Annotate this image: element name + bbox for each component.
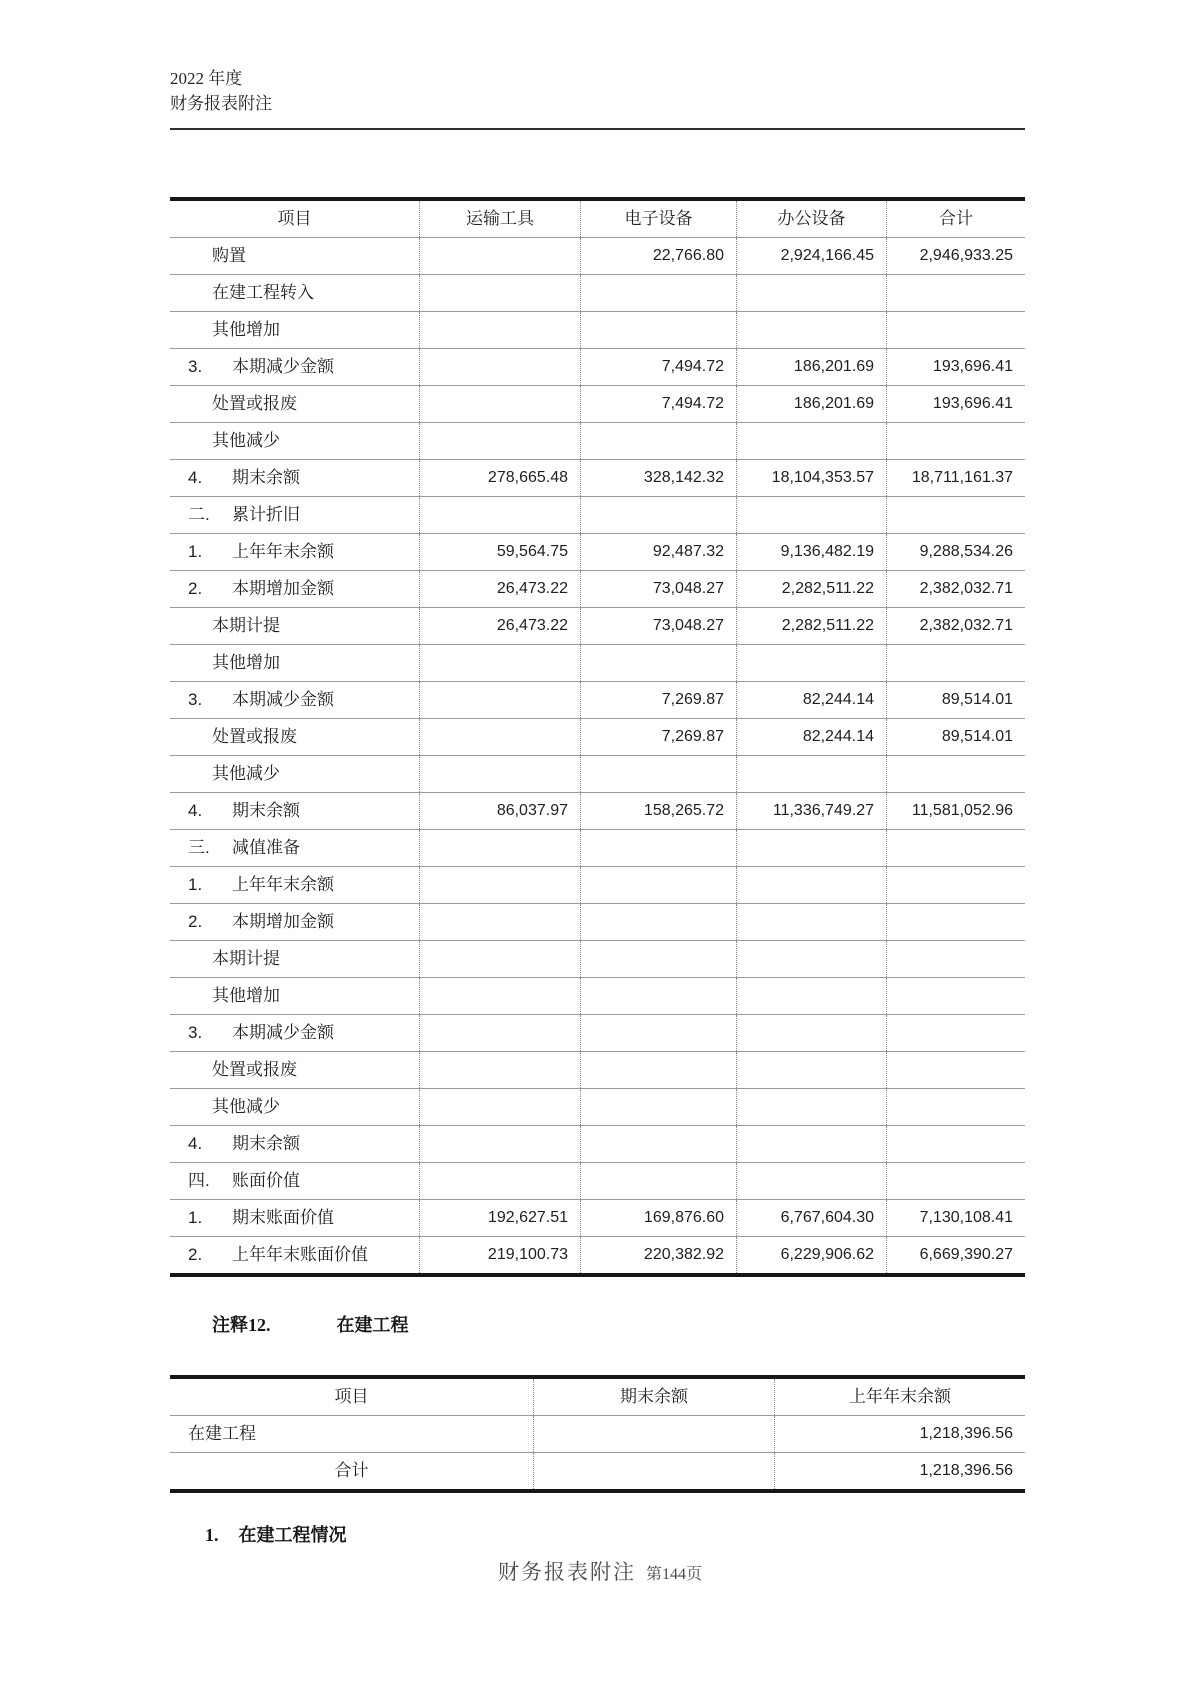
row-item-cell [170, 386, 419, 422]
cip-header-item: 项目 [334, 1387, 369, 1406]
table-row [170, 1237, 1025, 1273]
table-row [170, 682, 1025, 719]
table-row [170, 460, 1025, 497]
table-row [170, 867, 1025, 904]
row-item-cell [170, 867, 419, 903]
row-label: 上年年末账面价值 [232, 1245, 368, 1264]
row-item-cell [170, 534, 419, 570]
table-row [170, 793, 1025, 830]
row-label: 购置 [212, 246, 246, 265]
row-value-electronics [580, 830, 736, 866]
row-number: 四. [188, 1171, 210, 1190]
row-value-electronics: 73,048.27 [580, 608, 736, 644]
row-value-vehicles [419, 645, 580, 681]
row-value-total [886, 756, 1025, 792]
row-value-total [886, 978, 1025, 1014]
row-value-office: 186,201.69 [736, 349, 886, 385]
row-item-cell [170, 1052, 419, 1088]
table-row [170, 904, 1025, 941]
row-label: 其他增加 [212, 986, 280, 1005]
footer-page-number: 第144页 [645, 1566, 702, 1583]
row-value-electronics: 73,048.27 [580, 571, 736, 607]
row-value-electronics: 92,487.32 [580, 534, 736, 570]
row-value-office [736, 867, 886, 903]
row-value-total: 2,946,933.25 [886, 238, 1025, 274]
row-item-cell [170, 1015, 419, 1051]
row-number: 三. [188, 838, 210, 857]
row-item-cell [170, 719, 419, 755]
row-value-electronics: 7,269.87 [580, 682, 736, 718]
row-value-office: 186,201.69 [736, 386, 886, 422]
row-value-electronics: 158,265.72 [580, 793, 736, 829]
row-item-cell [170, 571, 419, 607]
row-value-vehicles [419, 1126, 580, 1162]
row-value-vehicles [419, 904, 580, 940]
row-value-office [736, 830, 886, 866]
row-value-total: 18,711,161.37 [886, 460, 1025, 496]
row-item-cell [170, 830, 419, 866]
row-item-cell [170, 1126, 419, 1162]
table-row [170, 978, 1025, 1015]
row-value-vehicles: 219,100.73 [419, 1237, 580, 1273]
section1-number: 1. [205, 1525, 219, 1545]
table-row [170, 238, 1025, 275]
row-item-cell [170, 1089, 419, 1125]
row-label: 其他增加 [212, 653, 280, 672]
row-value-electronics: 22,766.80 [580, 238, 736, 274]
row-value-vehicles: 192,627.51 [419, 1200, 580, 1236]
row-value-office: 2,282,511.22 [736, 571, 886, 607]
row-value-total: 89,514.01 [886, 719, 1025, 755]
row-value-office [736, 756, 886, 792]
row-number: 1. [188, 1208, 203, 1227]
row-value-office [736, 1163, 886, 1199]
row-item-cell [170, 423, 419, 459]
row-value-total: 7,130,108.41 [886, 1200, 1025, 1236]
row-value-office: 82,244.14 [736, 682, 886, 718]
table-row [170, 756, 1025, 793]
row-value-office: 2,282,511.22 [736, 608, 886, 644]
row-label: 在建工程 [188, 1424, 256, 1443]
row-value-total [886, 904, 1025, 940]
row-value-office: 2,924,166.45 [736, 238, 886, 274]
row-value-electronics [580, 645, 736, 681]
row-value-vehicles [419, 275, 580, 311]
row-label: 本期减少金额 [232, 690, 334, 709]
row-value-electronics: 169,876.60 [580, 1200, 736, 1236]
table-row [170, 1416, 1025, 1453]
row-value-total [886, 867, 1025, 903]
row-value-electronics [580, 867, 736, 903]
row-value-vehicles [419, 941, 580, 977]
row-label: 其他减少 [212, 1097, 280, 1116]
row-value-vehicles: 86,037.97 [419, 793, 580, 829]
row-label: 上年年末余额 [232, 875, 334, 894]
row-value-electronics [580, 1089, 736, 1125]
cip-header-opening: 上年年末余额 [774, 1379, 1025, 1415]
row-value-office [736, 275, 886, 311]
row-item-cell [170, 238, 419, 274]
row-value-vehicles: 26,473.22 [419, 571, 580, 607]
row-item-cell [170, 1200, 419, 1236]
row-value-office [736, 312, 886, 348]
table-row [170, 534, 1025, 571]
row-value-vehicles: 59,564.75 [419, 534, 580, 570]
row-value-total: 2,382,032.71 [886, 571, 1025, 607]
table-row [170, 1015, 1025, 1052]
row-label: 期末余额 [232, 468, 300, 487]
row-label: 累计折旧 [232, 505, 300, 524]
row-label: 其他减少 [212, 431, 280, 450]
row-value-electronics [580, 1126, 736, 1162]
row-value-electronics: 7,494.72 [580, 349, 736, 385]
row-value-vehicles [419, 830, 580, 866]
table-row [170, 608, 1025, 645]
row-number: 1. [188, 542, 203, 561]
row-value-electronics: 220,382.92 [580, 1237, 736, 1273]
row-number: 二. [188, 505, 210, 524]
row-value-office: 82,244.14 [736, 719, 886, 755]
row-value-vehicles [419, 682, 580, 718]
row-value-total [886, 1089, 1025, 1125]
row-item-cell [170, 645, 419, 681]
row-value-vehicles: 26,473.22 [419, 608, 580, 644]
table-row [170, 275, 1025, 312]
row-value-vehicles [419, 867, 580, 903]
row-value-total: 89,514.01 [886, 682, 1025, 718]
row-value-office [736, 497, 886, 533]
doc-header-subtitle: 财务报表附注 [170, 94, 272, 113]
table-row [170, 571, 1025, 608]
header-rule [170, 128, 1025, 130]
row-value-total: 9,288,534.26 [886, 534, 1025, 570]
row-value-electronics [580, 904, 736, 940]
row-value-vehicles [419, 349, 580, 385]
header-cell-item: 项目 [277, 209, 312, 228]
row-label: 处置或报废 [212, 394, 297, 413]
row-value-electronics [580, 756, 736, 792]
header-cell-office: 办公设备 [736, 201, 886, 237]
doc-header [170, 0, 1025, 116]
row-label: 期末余额 [232, 1134, 300, 1153]
row-value-total [886, 1015, 1025, 1051]
row-value-vehicles [419, 497, 580, 533]
row-value-total [886, 830, 1025, 866]
row-value-office [736, 423, 886, 459]
row-item-cell [170, 756, 419, 792]
row-item-cell [170, 941, 419, 977]
row-label: 其他增加 [212, 320, 280, 339]
row-value-electronics: 7,269.87 [580, 719, 736, 755]
row-value-electronics [580, 978, 736, 1014]
table-row [170, 1089, 1025, 1126]
cip-table-body [170, 1416, 1025, 1489]
cip-table [170, 1375, 1025, 1493]
row-label: 期末账面价值 [232, 1208, 334, 1227]
row-value-total [886, 645, 1025, 681]
row-value-electronics [580, 275, 736, 311]
row-value-total [886, 312, 1025, 348]
row-value-electronics: 7,494.72 [580, 386, 736, 422]
row-value-total: 2,382,032.71 [886, 608, 1025, 644]
row-value-office [736, 1089, 886, 1125]
table-row [170, 1200, 1025, 1237]
row-value-opening: 1,218,396.56 [774, 1416, 1025, 1452]
row-value-office: 18,104,353.57 [736, 460, 886, 496]
row-label: 本期计提 [212, 616, 280, 635]
row-value-office: 9,136,482.19 [736, 534, 886, 570]
row-value-total [886, 941, 1025, 977]
row-item-cell [170, 793, 419, 829]
row-value-total: 6,669,390.27 [886, 1237, 1025, 1273]
row-item-cell [170, 275, 419, 311]
row-value-office: 11,336,749.27 [736, 793, 886, 829]
row-label: 处置或报废 [212, 727, 297, 746]
row-value-electronics [580, 423, 736, 459]
row-value-total [886, 497, 1025, 533]
table-row [170, 1163, 1025, 1200]
cip-header-closing: 期末余额 [533, 1379, 774, 1415]
row-value-vehicles [419, 1163, 580, 1199]
row-value-electronics: 328,142.32 [580, 460, 736, 496]
row-value-closing [533, 1416, 774, 1452]
row-item-cell [170, 682, 419, 718]
row-value-electronics [580, 1052, 736, 1088]
row-value-office [736, 1052, 886, 1088]
row-value-office [736, 904, 886, 940]
row-item-cell [170, 312, 419, 348]
cip-header-row [170, 1379, 1025, 1416]
table-row [170, 941, 1025, 978]
row-value-vehicles [419, 386, 580, 422]
row-item-cell [170, 460, 419, 496]
row-value-vehicles [419, 238, 580, 274]
table-row [170, 386, 1025, 423]
row-value-closing [533, 1453, 774, 1489]
row-label: 上年年末余额 [232, 542, 334, 561]
row-value-opening: 1,218,396.56 [774, 1453, 1025, 1489]
row-value-total: 11,581,052.96 [886, 793, 1025, 829]
table-row [170, 497, 1025, 534]
row-value-office: 6,767,604.30 [736, 1200, 886, 1236]
header-cell-electronics: 电子设备 [580, 201, 736, 237]
row-value-electronics [580, 941, 736, 977]
row-number: 4. [188, 468, 203, 487]
fixed-assets-table-body [170, 238, 1025, 1273]
row-value-office [736, 978, 886, 1014]
row-value-vehicles [419, 978, 580, 1014]
row-label: 合计 [334, 1461, 369, 1480]
header-cell-total: 合计 [886, 201, 1025, 237]
table-row [170, 312, 1025, 349]
row-value-vehicles [419, 312, 580, 348]
table-row [170, 719, 1025, 756]
table-row [170, 645, 1025, 682]
row-value-office: 6,229,906.62 [736, 1237, 886, 1273]
row-value-electronics [580, 497, 736, 533]
row-value-electronics [580, 1015, 736, 1051]
row-value-total [886, 1052, 1025, 1088]
row-item-cell [170, 978, 419, 1014]
row-number: 2. [188, 912, 203, 931]
row-label: 在建工程转入 [212, 283, 314, 302]
row-number: 4. [188, 801, 203, 820]
row-value-vehicles [419, 423, 580, 459]
row-item-cell [170, 497, 419, 533]
row-value-office [736, 1126, 886, 1162]
fixed-assets-table [170, 197, 1025, 1277]
row-item-cell [170, 904, 419, 940]
row-value-electronics [580, 312, 736, 348]
row-value-vehicles [419, 1015, 580, 1051]
row-value-vehicles [419, 719, 580, 755]
row-value-total [886, 423, 1025, 459]
row-number: 3. [188, 357, 203, 376]
row-value-total: 193,696.41 [886, 386, 1025, 422]
table-row [170, 830, 1025, 867]
section1-title: 在建工程情况 [238, 1525, 347, 1545]
row-value-total [886, 1163, 1025, 1199]
row-label: 本期减少金额 [232, 357, 334, 376]
section1-heading [170, 1521, 1025, 1547]
row-item-cell [170, 608, 419, 644]
row-item-cell [170, 349, 419, 385]
note12-title: 在建工程 [336, 1315, 409, 1335]
table-row [170, 1453, 1025, 1489]
row-value-vehicles [419, 1089, 580, 1125]
row-value-vehicles: 278,665.48 [419, 460, 580, 496]
row-number: 1. [188, 875, 203, 894]
header-cell-vehicles: 运输工具 [419, 201, 580, 237]
row-label: 减值准备 [232, 838, 300, 857]
row-label: 账面价值 [232, 1171, 300, 1190]
doc-header-year: 2022 年度 [170, 69, 243, 88]
note12-heading [170, 1311, 1025, 1337]
table-row [170, 1126, 1025, 1163]
row-label: 本期计提 [212, 949, 280, 968]
row-number: 2. [188, 579, 203, 598]
row-label: 本期减少金额 [232, 1023, 334, 1042]
row-value-office [736, 941, 886, 977]
row-label: 其他减少 [212, 764, 280, 783]
row-value-electronics [580, 1163, 736, 1199]
table-row [170, 423, 1025, 460]
row-item-cell [170, 1163, 419, 1199]
row-label: 处置或报废 [212, 1060, 297, 1079]
row-value-vehicles [419, 756, 580, 792]
row-number: 3. [188, 690, 203, 709]
fixed-assets-header-row [170, 201, 1025, 238]
row-label: 本期增加金额 [232, 579, 334, 598]
table-row [170, 349, 1025, 386]
row-number: 2. [188, 1245, 203, 1264]
row-label: 本期增加金额 [232, 912, 334, 931]
page-footer [0, 1556, 1200, 1586]
row-number: 4. [188, 1134, 203, 1153]
row-value-total [886, 1126, 1025, 1162]
row-item-cell [170, 1237, 419, 1273]
table-row [170, 1052, 1025, 1089]
row-value-total [886, 275, 1025, 311]
note12-number: 注释12. [212, 1315, 271, 1335]
row-value-vehicles [419, 1052, 580, 1088]
row-value-office [736, 1015, 886, 1051]
row-value-total: 193,696.41 [886, 349, 1025, 385]
row-value-office [736, 645, 886, 681]
row-label: 期末余额 [232, 801, 300, 820]
row-number: 3. [188, 1023, 203, 1042]
footer-title: 财务报表附注 [497, 1560, 636, 1584]
